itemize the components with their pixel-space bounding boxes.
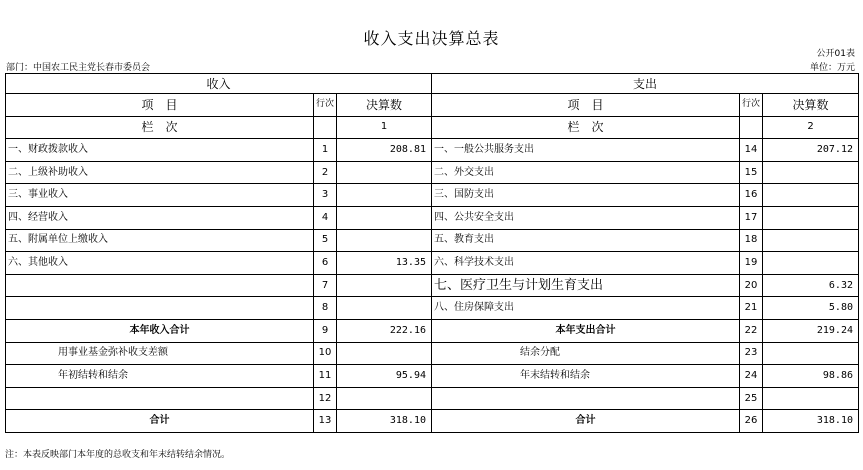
income-subtotal-amount: 222.16 (337, 319, 432, 342)
income-row-no-header: 行次 (314, 94, 337, 117)
expense-amount (763, 161, 859, 184)
expense-line-no: 22 (740, 319, 763, 342)
income-item: 三、事业收入 (6, 184, 314, 207)
expense-item: 四、公共安全支出 (432, 206, 740, 229)
expense-amount: 207.12 (763, 139, 859, 162)
income-amount (337, 184, 432, 207)
expense-line-no: 19 (740, 252, 763, 275)
expense-amount-header: 决算数 (763, 94, 859, 117)
expense-amount (763, 206, 859, 229)
expense-total-label: 合计 (432, 410, 740, 433)
income-column-label: 栏 次 (6, 116, 314, 139)
income-item: 四、经营收入 (6, 206, 314, 229)
expense-amount (763, 252, 859, 275)
income-amount: 95.94 (337, 365, 432, 388)
table-row (6, 229, 859, 252)
income-expense-table (5, 73, 859, 433)
income-line-no: 11 (314, 365, 337, 388)
department-label: 部门：中国农工民主党长春市委员会 (6, 63, 151, 73)
table-row (6, 274, 859, 297)
expense-amount: 98.86 (763, 365, 859, 388)
expense-item (432, 387, 740, 410)
income-item: 用事业基金弥补收支差额 (6, 342, 314, 365)
income-amount (337, 161, 432, 184)
income-item (6, 274, 314, 297)
expense-amount: 5.80 (763, 297, 859, 320)
income-item: 二、上级补助收入 (6, 161, 314, 184)
expense-line-no: 20 (740, 274, 763, 297)
expense-item: 一、一般公共服务支出 (432, 139, 740, 162)
table-row (6, 342, 859, 365)
expense-item: 八、住房保障支出 (432, 297, 740, 320)
expense-amount (763, 229, 859, 252)
expense-line-no: 21 (740, 297, 763, 320)
income-line-no: 10 (314, 342, 337, 365)
table-row (6, 206, 859, 229)
table-row (6, 410, 859, 433)
expense-line-no: 23 (740, 342, 763, 365)
expense-item: 年末结转和结余 (432, 365, 740, 388)
table-row (6, 387, 859, 410)
expense-item: 六、科学技术支出 (432, 252, 740, 275)
income-amount (337, 274, 432, 297)
expense-item: 结余分配 (432, 342, 740, 365)
expense-line-no: 24 (740, 365, 763, 388)
income-item: 一、财政拨款收入 (6, 139, 314, 162)
income-amount-header: 决算数 (337, 94, 432, 117)
expense-line-no: 15 (740, 161, 763, 184)
income-line-no: 5 (314, 229, 337, 252)
income-subtotal-label: 本年收入合计 (6, 319, 314, 342)
expense-amount (763, 342, 859, 365)
income-line-no: 13 (314, 410, 337, 433)
expense-subtotal-label: 本年支出合计 (432, 319, 740, 342)
expense-item: 二、外交支出 (432, 161, 740, 184)
income-item (6, 297, 314, 320)
form-code: 公开01表 (816, 49, 855, 59)
expense-line-no: 14 (740, 139, 763, 162)
table-row (6, 252, 859, 275)
expense-amount (763, 184, 859, 207)
income-line-no: 12 (314, 387, 337, 410)
unit-label: 单位：万元 (809, 63, 855, 73)
table-row (6, 161, 859, 184)
expense-amount (763, 387, 859, 410)
income-line-no: 8 (314, 297, 337, 320)
income-amount: 208.81 (337, 139, 432, 162)
empty-cell (740, 116, 763, 139)
income-line-no: 1 (314, 139, 337, 162)
expense-item-header: 项 目 (432, 94, 740, 117)
empty-cell (314, 116, 337, 139)
income-amount (337, 206, 432, 229)
expense-item: 七、医疗卫生与计划生育支出 (432, 274, 740, 297)
table-row (6, 184, 859, 207)
expense-line-no: 26 (740, 410, 763, 433)
income-item-header: 项 目 (6, 94, 314, 117)
expense-group-header: 支出 (432, 74, 859, 94)
expense-line-no: 17 (740, 206, 763, 229)
expense-line-no: 16 (740, 184, 763, 207)
table-row (6, 297, 859, 320)
income-line-no: 7 (314, 274, 337, 297)
income-item (6, 387, 314, 410)
income-amount: 13.35 (337, 252, 432, 275)
income-item: 年初结转和结余 (6, 365, 314, 388)
income-amount (337, 229, 432, 252)
income-group-header: 收入 (6, 74, 432, 94)
expense-amount: 6.32 (763, 274, 859, 297)
income-amount (337, 387, 432, 410)
expense-total-amount: 318.10 (763, 410, 859, 433)
income-line-no: 4 (314, 206, 337, 229)
expense-column-label: 栏 次 (432, 116, 740, 139)
table-row (6, 319, 859, 342)
expense-item: 三、国防支出 (432, 184, 740, 207)
expense-subtotal-amount: 219.24 (763, 319, 859, 342)
income-item: 六、其他收入 (6, 252, 314, 275)
expense-row-no-header: 行次 (740, 94, 763, 117)
expense-column-number: 2 (763, 116, 859, 139)
income-total-label: 合计 (6, 410, 314, 433)
income-amount (337, 342, 432, 365)
income-total-amount: 318.10 (337, 410, 432, 433)
table-row (6, 365, 859, 388)
income-amount (337, 297, 432, 320)
income-line-no: 9 (314, 319, 337, 342)
page-title: 收入支出决算总表 (363, 29, 500, 48)
table-row (6, 139, 859, 162)
income-column-number: 1 (337, 116, 432, 139)
income-item: 五、附属单位上缴收入 (6, 229, 314, 252)
income-line-no: 3 (314, 184, 337, 207)
income-line-no: 6 (314, 252, 337, 275)
footnote: 注：本表反映部门本年度的总收支和年末结转结余情况。 (5, 450, 231, 460)
expense-item: 五、教育支出 (432, 229, 740, 252)
expense-line-no: 25 (740, 387, 763, 410)
expense-line-no: 18 (740, 229, 763, 252)
income-line-no: 2 (314, 161, 337, 184)
